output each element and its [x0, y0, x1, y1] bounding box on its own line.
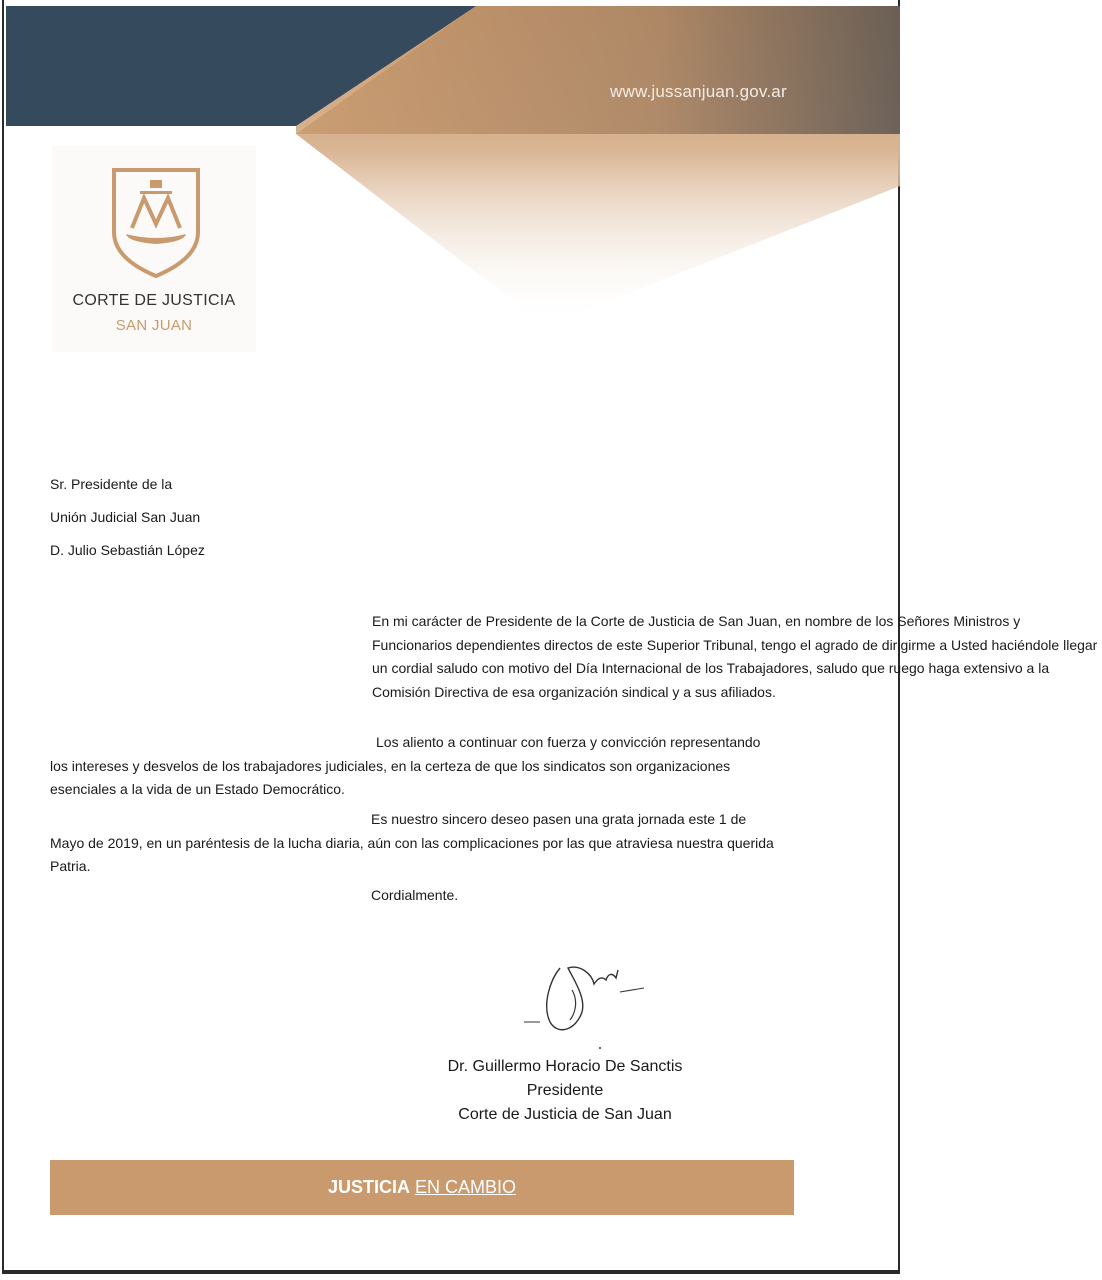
signatory-name: Dr. Guillermo Horacio De Sanctis	[447, 1058, 683, 1075]
body-paragraph-1: En mi carácter de Presidente de la Corte de Justicia de San Juan, en nombre de los Señores Ministros y Funcionarios dependientes directos de este Superior Tribunal, tengo el agrado de dirigirme a Usted haciéndole llegar un cordial saludo con motivo del Día Internacional de los Trabajadores, saludo que ruego haga extensivo a la Comisión Directiva de esa organización sindical y a sus afiliados.	[372, 613, 1098, 700]
footer-slogan-bold: JUSTICIA	[327, 1177, 410, 1197]
body-paragraph-3: Es nuestro sincero deseo pasen una grata jornada este 1 de Mayo de 2019, en un paréntesis de la lucha diaria, aún con las complicaciones por las que atraviesa nuestra querida Patria.	[50, 811, 774, 874]
logo-title: CORTE DE JUSTICIA	[72, 292, 236, 309]
recipient-line-3: D. Julio Sebastián López	[50, 542, 205, 558]
handwritten-signature	[520, 950, 650, 1050]
closing: Cordialmente.	[371, 887, 459, 903]
footer-slogan-link[interactable]: EN CAMBIO	[415, 1177, 517, 1197]
recipient-line-1: Sr. Presidente de la	[50, 476, 173, 492]
recipient-line-2: Unión Judicial San Juan	[50, 509, 201, 525]
logo-subtitle: SAN JUAN	[115, 317, 193, 334]
signatory-institution: Corte de Justicia de San Juan	[458, 1106, 672, 1123]
footer-banner	[50, 1160, 794, 1215]
scales-of-justice-icon	[110, 166, 202, 280]
body-paragraph-2: Los aliento a continuar con fuerza y convicción representando los intereses y desvelos de los trabajadores judiciales, en la certeza de que los sindicatos son organizaciones esenciales a la vida de un Estado Democrático.	[50, 734, 761, 797]
website-url[interactable]: www.jussanjuan.gov.ar	[610, 82, 787, 101]
signatory-role: Presidente	[526, 1082, 604, 1099]
